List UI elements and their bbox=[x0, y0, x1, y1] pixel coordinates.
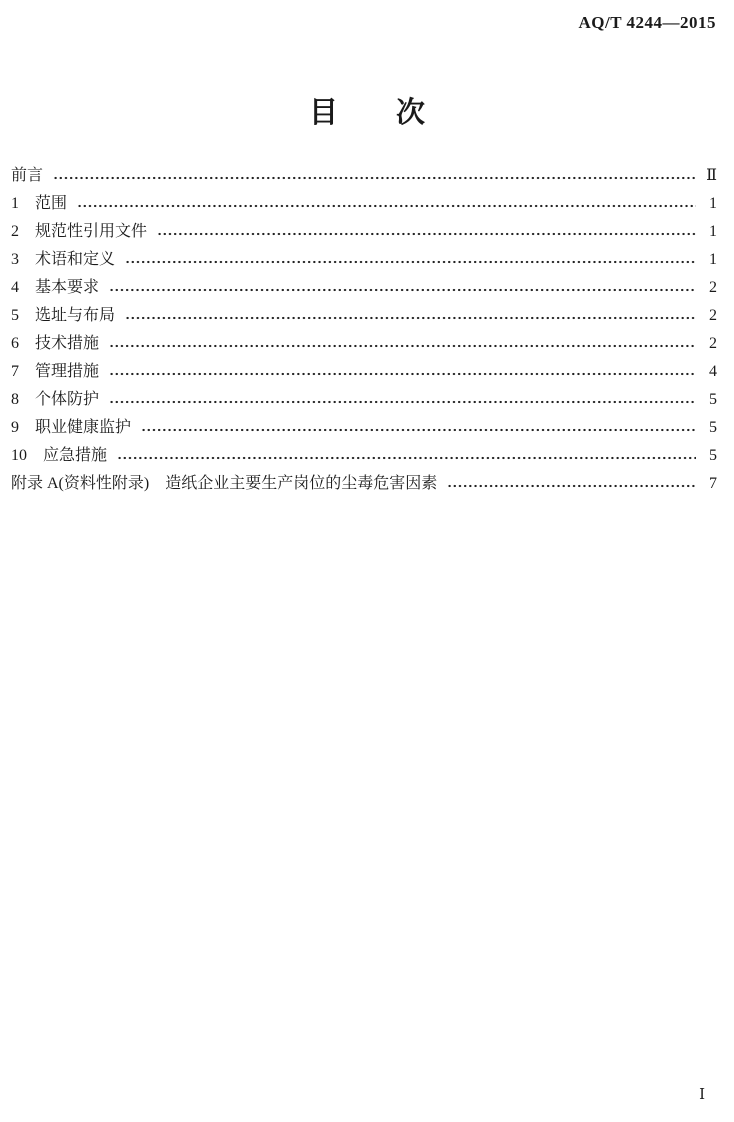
toc-entry bbox=[11, 190, 717, 218]
toc-entry-label: 附录 A(资料性附录) 造纸企业主要生产岗位的尘毒危害因素 bbox=[11, 475, 438, 492]
dot-leader bbox=[125, 316, 696, 320]
toc-entry-page: 4 bbox=[709, 363, 717, 380]
toc-entry bbox=[11, 358, 717, 386]
page-title: 目 次 bbox=[308, 97, 425, 129]
toc-entry-label: 6 技术措施 bbox=[11, 335, 100, 352]
toc-entry-label: 10 应急措施 bbox=[11, 447, 108, 464]
dot-leader bbox=[109, 288, 696, 292]
toc-entry-page: 2 bbox=[709, 307, 717, 324]
toc-entry bbox=[11, 414, 717, 442]
toc-entry-page: 1 bbox=[709, 251, 717, 268]
toc-entry bbox=[11, 330, 717, 358]
toc-entry-page: 1 bbox=[709, 223, 717, 240]
toc-entry-label: 1 范围 bbox=[11, 195, 68, 212]
toc-entry-label: 8 个体防护 bbox=[11, 391, 100, 408]
toc-entry-label: 3 术语和定义 bbox=[11, 251, 116, 268]
toc-entry bbox=[11, 274, 717, 302]
toc-entry-page: 5 bbox=[709, 419, 717, 436]
toc-entry-label: 2 规范性引用文件 bbox=[11, 223, 148, 240]
toc-entry-page: 2 bbox=[709, 335, 717, 352]
dot-leader bbox=[109, 344, 696, 348]
toc-entry bbox=[11, 302, 717, 330]
dot-leader bbox=[157, 232, 696, 236]
toc-entry-label: 前言 bbox=[11, 167, 44, 184]
toc-entry-page: Ⅱ bbox=[706, 167, 717, 184]
footer-page-number: Ⅰ bbox=[699, 1087, 705, 1103]
toc-entry bbox=[11, 470, 717, 498]
toc-entry-page: 5 bbox=[709, 447, 717, 464]
dot-leader bbox=[53, 176, 696, 180]
toc-entry bbox=[11, 442, 717, 470]
dot-leader bbox=[109, 372, 696, 376]
toc-list bbox=[11, 162, 717, 498]
toc-entry-page: 2 bbox=[709, 279, 717, 296]
toc-entry-page: 7 bbox=[709, 475, 717, 492]
toc-entry bbox=[11, 386, 717, 414]
toc-entry-label: 5 选址与布局 bbox=[11, 307, 116, 324]
toc-entry bbox=[11, 162, 717, 190]
dot-leader bbox=[109, 400, 696, 404]
standard-code: AQ/T 4244—2015 bbox=[578, 13, 716, 32]
dot-leader bbox=[447, 484, 696, 488]
toc-entry-label: 9 职业健康监护 bbox=[11, 419, 132, 436]
toc-entry bbox=[11, 218, 717, 246]
dot-leader bbox=[125, 260, 696, 264]
toc-entry-label: 7 管理措施 bbox=[11, 363, 100, 380]
dot-leader bbox=[117, 456, 696, 460]
toc-entry-label: 4 基本要求 bbox=[11, 279, 100, 296]
toc-entry bbox=[11, 246, 717, 274]
dot-leader bbox=[77, 204, 696, 208]
toc-entry-page: 5 bbox=[709, 391, 717, 408]
toc-entry-page: 1 bbox=[709, 195, 717, 212]
dot-leader bbox=[141, 428, 696, 432]
